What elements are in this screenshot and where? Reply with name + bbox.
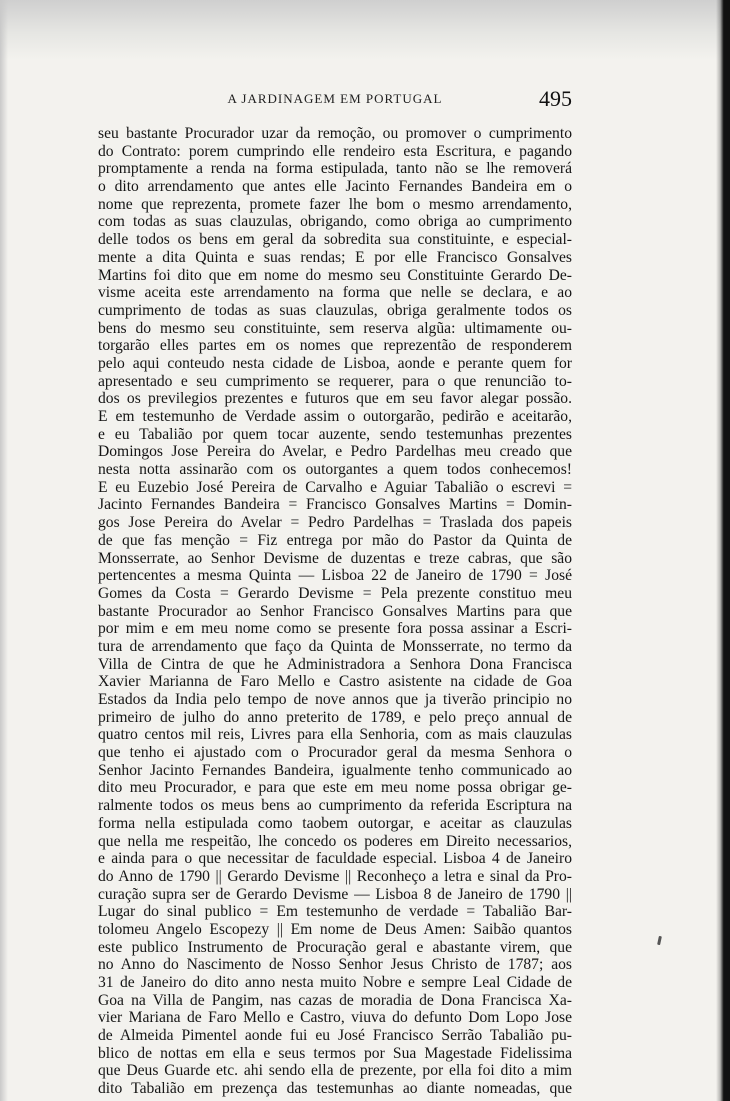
text-line: apresentado e seu cumprimento se requerer, para o que renuncião to- [98, 372, 572, 390]
text-line: Senhor Jacinto Fernandes Bandeira, igualmente tenho communicado ao [98, 761, 572, 779]
text-line: Domingos Jose Pereira do Avelar, e Pedro Pardelhas meu creado que [98, 443, 572, 461]
text-line: do Anno de 1790 || Gerardo Devisme || Reconheço a letra e sinal da Pro- [98, 867, 572, 885]
text-line: por mim e em meu nome como se presente fora possa assinar a Escri- [98, 620, 572, 638]
running-title: A JARDINAGEM EM PORTUGAL [227, 91, 443, 106]
text-line: 31 de Janeiro do dito anno nesta muito Nobre e sempre Leal Cidade de [98, 974, 572, 991]
text-line: Jacinto Fernandes Bandeira = Francisco Gonsalves Martins = Domin- [98, 496, 572, 514]
page-header [98, 86, 572, 114]
text-line: Villa de Cintra de que he Administradora a Senhora Dona Francisca [98, 655, 572, 673]
page-number: 495 [539, 86, 572, 111]
text-line: pelo aqui conteudo nesta cidade de Lisboa, aonde e perante quem for [98, 354, 572, 372]
text-line: Xavier Marianna de Faro Mello e Castro asistente na cidade de Goa [98, 673, 572, 691]
text-line: bastante Procurador ao Senhor Francisco Gonsalves Martins para que [98, 602, 572, 620]
text-line: que nella me respeitão, lhe concedo os poderes em Direito necessarios, [98, 832, 572, 850]
body-text [98, 125, 572, 1098]
text-line: este publico Instrumento de Procuração geral e abastante virem, que [98, 938, 572, 956]
text-line: dito Tabalião em prezença das testemunhas ao diante nomeadas, que [98, 1080, 572, 1098]
text-line: promptamente a renda na forma estipulada, tanto não se lhe removerá [98, 160, 572, 178]
text-line: e ainda para o que necessitar de faculdade especial. Lisboa 4 de Janeiro [98, 850, 572, 868]
text-line: tura de arrendamento que faço da Quinta de Monsserrate, no termo da [98, 637, 572, 655]
text-line: Martins foi dito que em nome do mesmo seu Constituinte Gerardo De- [98, 266, 572, 284]
text-line: visme aceita este arrendamento na forma que nelle se declara, e ao [98, 284, 572, 302]
scan-shadow-left [0, 0, 8, 1101]
text-line: Goa na Villa de Pangim, nas cazas de moradia de Dona Francisca Xa- [98, 991, 572, 1009]
text-line: seu bastante Procurador uzar da remoção, ou promover o cumprimento [98, 125, 572, 142]
text-line: quatro centos mil reis, Livres para ella Senhoria, com as mais clauzulas [98, 726, 572, 744]
text-line: blico de nottas em ella e seus termos por Sua Magestade Fidelissima [98, 1044, 572, 1062]
text-line: com todas as suas clauzulas, obrigando, como obriga ao cumprimento [98, 213, 572, 231]
text-line: nome que reprezenta, promete fazer lhe bom o mesmo arrendamento, [98, 195, 572, 213]
text-line: torgarão elles partes em os nomes que reprezentão de responderem [98, 337, 572, 355]
text-line: forma nella estipulada como taobem outorgar, e aceitar as clauzulas [98, 814, 572, 832]
scan-shadow-right [716, 0, 730, 1101]
text-line: bens do mesmo seu constituinte, sem reserva algũa: ultimamente ou- [98, 319, 572, 337]
text-line: ralmente todos os meus bens ao cumprimento da referida Escriptura na [98, 797, 572, 815]
text-line: vier Mariana de Faro Mello e Castro, viuva do defunto Dom Lopo Jose [98, 1009, 572, 1027]
text-line: de que fas menção = Fiz entrega por mão do Pastor da Quinta de [98, 531, 572, 549]
text-line: delle todos os bens em geral da sobredita sua constituinte, e especial- [98, 231, 572, 249]
text-line: primeiro de julho do anno preterito de 1789, e pelo preço annual de [98, 708, 572, 726]
text-line: que tenho ei ajustado com o Procurador geral da mesma Senhora o [98, 744, 572, 762]
text-line: Gomes da Costa = Gerardo Devisme = Pela prezente constituo meu [98, 584, 572, 602]
text-line: de Almeida Pimentel aonde fui eu José Francisco Serrão Tabalião pu- [98, 1027, 572, 1045]
text-line: dos os previlegios prezentes e futuros que em seu favor alegar possão. [98, 390, 572, 408]
text-line: curação supra ser de Gerardo Devisme — Lisboa 8 de Janeiro de 1790 || [98, 885, 572, 903]
text-line: pertencentes a mesma Quinta — Lisboa 22 de Janeiro de 1790 = José [98, 567, 572, 585]
text-line: que Deus Guarde etc. ahi sendo ella de prezente, por ella foi dito a mim [98, 1062, 572, 1080]
text-line: tolomeu Angelo Escopezy || Em nome de Deus Amen: Saibão quantos [98, 920, 572, 938]
text-line: gos Jose Pereira do Avelar = Pedro Pardelhas = Traslada dos papeis [98, 514, 572, 532]
text-line: o dito arrendamento que antes elle Jacinto Fernandes Bandeira em o [98, 178, 572, 196]
text-line: Lugar do sinal publico = Em testemunho de verdade = Tabalião Bar- [98, 903, 572, 921]
text-line: E eu Euzebio José Pereira de Carvalho e Aguiar Tabalião o escrevi = [98, 478, 572, 496]
text-line: E em testemunho de Verdade assim o outorgarão, pedirão e aceitarão, [98, 408, 572, 425]
text-line: do Contrato: porem cumprindo elle rendeiro esta Escritura, e pagando [98, 142, 572, 160]
scan-shadow-top [0, 0, 730, 60]
text-line: Estados da India pelo tempo de nove annos que ja tiverão principio no [98, 691, 572, 708]
text-line: nesta notta assinarão com os outorgantes a quem todos conhecemos! [98, 461, 572, 479]
scan-speck [657, 936, 662, 945]
text-line: Monsserrate, ao Senhor Devisme de duzentas e treze cabras, que são [98, 549, 572, 567]
text-line: cumprimento de todas as suas clauzulas, obriga geralmente todos os [98, 301, 572, 319]
text-line: mente a dita Quinta e suas rendas; E por elle Francisco Gonsalves [98, 248, 572, 266]
text-line: no Anno do Nascimento de Nosso Senhor Jesus Christo de 1787; aos [98, 956, 572, 974]
text-line: e eu Tabalião por quem tocar auzente, sendo testemunhas prezentes [98, 425, 572, 443]
text-line: dito meu Procurador, e para que este em meu nome possa obrigar ge- [98, 779, 572, 797]
